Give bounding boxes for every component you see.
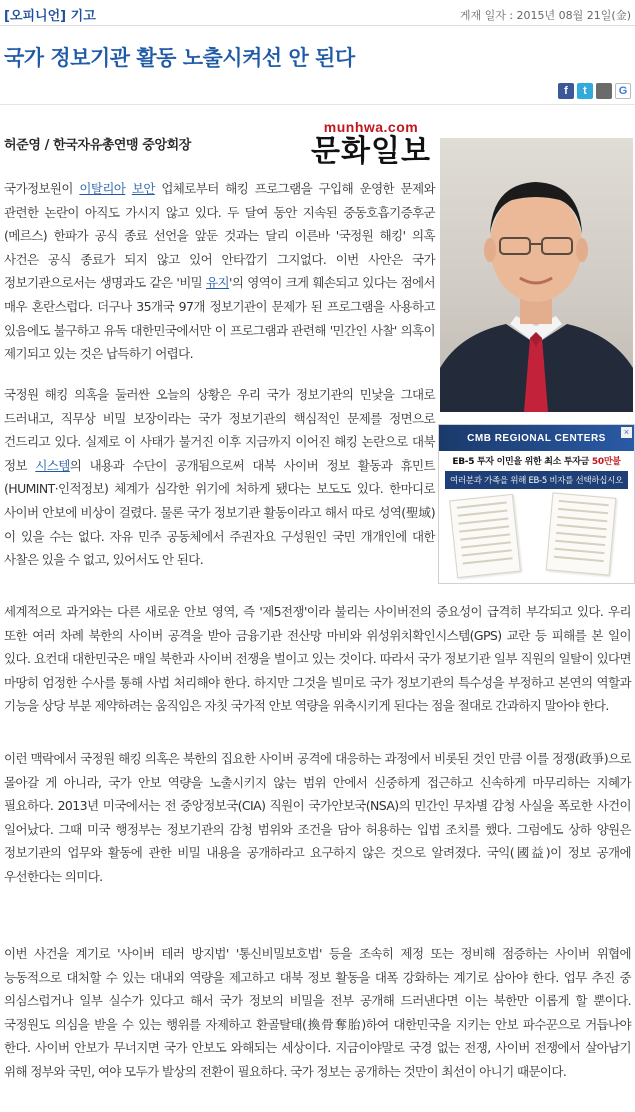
logo-url: munhwa.com [323, 119, 419, 135]
author-photo [440, 138, 633, 412]
article-headline: 국가 정보기관 활동 노출시켜선 안 된다 [4, 46, 355, 70]
header-divider [0, 104, 635, 105]
publication-date: 게재 일자 : 2015년 08월 21일(金) [459, 9, 631, 22]
keyword-link-italy[interactable]: 이탈리아 [79, 181, 126, 196]
ad-document-right [546, 492, 617, 575]
article-paragraph-2: 국정원 해킹 의혹을 둘러싼 오늘의 상황은 우리 국가 정보기관의 민낯을 그대로 드러내고, 직무상 비밀 보장이라는 국가 정보기관의 핵심적인 문제를 정면으로 건드리고 있다. 실제로 이 사태가 불거진 이후 지금까지 이어진 해킹 논란으로 대북 정보 시스템의 내용과 수단이 공개됨으로써 대북 사이버 정보 활동과 휴민트(HUMINT·인적정보) 체계가 심각한 위기에 처하게 됐다는 보도도 있다. 한마디로 사이버 안보에 비상이 걸렸다. 물론 국가 정보기관 활동이라고 해서 따로 성역(聖域)이 있을 수는 없다. 자유 민주 공동체에서 주권자요 구성원인 국민 개개인에 대한 사찰은 있을 수 없고, 있어서도 안 된다. [4, 387, 436, 568]
ad-tagline-text: EB-5 투자 이민을 위한 최소 투자금 [452, 457, 592, 467]
munhwa-logo[interactable] [306, 120, 436, 169]
ad-tagline [439, 451, 634, 467]
logo-name: 문화일보 [311, 134, 431, 169]
ad-document-left [449, 494, 521, 578]
keyword-link-system[interactable]: 시스템 [35, 457, 70, 473]
section-label[interactable]: [오피니언] 기고 [4, 9, 96, 24]
me2day-icon[interactable] [596, 83, 612, 99]
ad-document-images [439, 489, 634, 575]
article-topbar [0, 0, 635, 26]
advertisement-banner[interactable] [438, 424, 635, 584]
article-paragraph-5: 이번 사건을 계기로 '사이버 테러 방지법' '통신비밀보호법' 등을 조속히 제정 또는 정비해 점증하는 사이버 위협에 능동적으로 대처할 수 있는 대내외 역량을 제고하고 대북 정보 활동을 대폭 강화하는 계기로 삼아야 한다. 업무 추진 중 의심스럽거나 일부 실수가 있다고 해서 국가 정보의 비밀을 전부 공개해 드러낸다면 이는 북한만 이롭게 할 뿐이다. 국정원도 의심을 받을 수 있는 행위를 자제하고 환골탈태(換骨奪胎)하여 대한민국을 지키는 안보 파수꾼으로 거듭나야 한다. 사이버 안보가 무너지면 국가 안보도 와해되는 세상이다. 지금이야말로 국경 없는 전쟁, 사이버 전쟁에서 살아남기 위해 정부와 국민, 여야 모두가 발상의 전환이 필요하다. 국가 정보는 공개하는 것만이 최선이 아니기 때문이다. [4, 946, 631, 1079]
facebook-icon[interactable]: f [558, 83, 574, 99]
ad-tagline-amount: 50만불 [591, 457, 621, 467]
article-paragraph-4: 이런 맥락에서 국정원 해킹 의혹은 북한의 집요한 사이버 공격에 대응하는 과정에서 비롯된 것인 만큼 이를 정쟁(政爭)으로 몰아갈 게 아니라, 국가 안보 역량을 노출시키지 않는 범위 안에서 신중하게 접근하고 신속하게 마무리하는 지혜가 필요하다. 2013년 미국에서는 전 중앙정보국(CIA) 직원이 국가안보국(NSA)의 민간인 무차별 감청 사실을 폭로한 사건이 일어났다. 그때 미국 행정부는 정보기관의 감청 범위와 조건을 담아 허용하는 입법 조치를 했다. 그럼에도 상하 양원은 정보기관의 업무와 활동에 관한 비밀 내용을 공개하라고 요구하지 않은 것으로 알려졌다. 국익(國益)이 정보 공개에 우선한다는 의미다. [4, 751, 631, 884]
article-paragraph-3: 세계적으로 과거와는 다른 새로운 안보 영역, 즉 '제5전쟁'이라 불리는 사이버전의 중요성이 급격히 부각되고 있다. 우리 또한 여러 차례 북한의 사이버 공격을 받아 금융기관 전산망 마비와 위성위치확인시스템(GPS) 교란 등 피해를 본 일이 있다. 요컨대 대한민국은 매일 북한과 사이버 전쟁을 벌이고 있는 것이다. 따라서 국가 정보기관 일부 직원의 일탈이 있다면 마땅히 엄정한 수사를 통해 사법 처리해야 한다. 하지만 그것을 빌미로 국가 정보기관의 특수성을 부정하고 본연의 역할과 기능을 상당 부분 제약하려는 움직임은 자칫 국가적 안보 역량을 위축시키게 된다는 점을 절대로 간과하지 말아야 한다. [4, 604, 631, 714]
ad-close-icon[interactable]: × [621, 427, 632, 438]
ad-cta[interactable]: 여러분과 가족을 위해 EB-5 비자를 선택하십시오 [445, 471, 628, 489]
share-buttons [558, 83, 631, 99]
google-icon[interactable]: G [615, 83, 631, 99]
keyword-link-maintenance[interactable]: 유지 [206, 275, 230, 291]
twitter-icon[interactable]: t [577, 83, 593, 99]
article-paragraph-1: 국가정보원이 이탈리아 보안 업체로부터 해킹 프로그램을 구입해 운영한 문제와 관련한 논란이 아직도 가시지 않고 있다. 두 달여 동안 지속된 중동호흡기증후군(메르스) 한파가 공식 종료 선언을 앞둔 것과는 달리 이른바 '국정원 해킹' 의혹 사건은 공식 종료가 되지 않고 있어 안타깝기 그지없다. 이번 사안은 국가 정보기관으로서는 생명과도 같은 '비밀 유지'의 영역이 크게 훼손되고 있다는 점에서 매우 혼란스럽다. 더구나 35개국 97개 정보기관이 문제가 된 프로그램을 사용하고 있음에도 불구하고 유독 대한민국에서만 이 프로그램과 관련해 '민간인 사찰' 의혹이 제기되고 있는 것은 납득하기 어렵다. [4, 181, 436, 362]
keyword-link-security[interactable]: 보안 [131, 181, 155, 196]
ad-header: CMB REGIONAL CENTERS [439, 425, 634, 451]
author-byline: 허준영 / 한국자유총연맹 중앙회장 [4, 138, 191, 153]
